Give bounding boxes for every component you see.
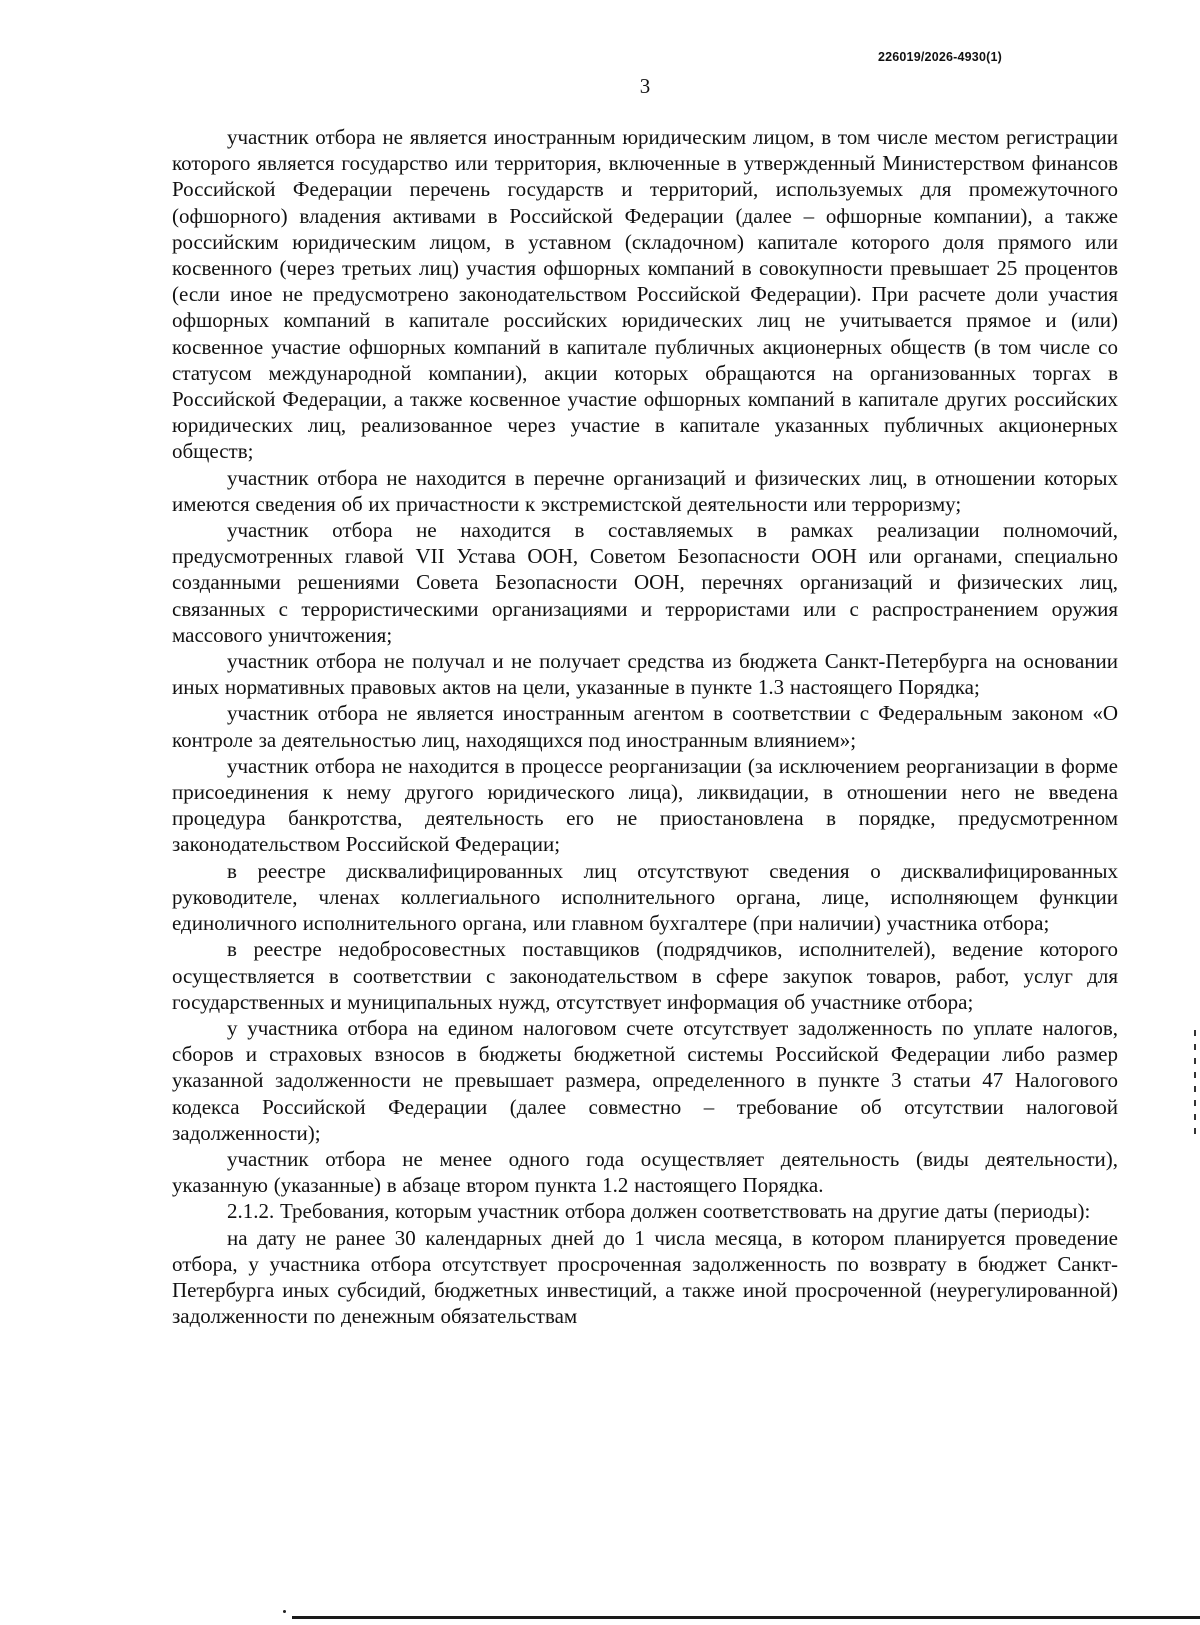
paragraph-un-sanctions-list: участник отбора не находится в составляемых в рамках реализации полномочий, предусмотренных главой VII Устава ООН, Советом Безопасности ООН или органами, специально созданными решениями Совета Безопасности ООН, перечнях организаций и физических лиц, связанных с террористическими организациями и террористами или с распространением оружия массового уничтожения; <box>172 518 1118 647</box>
paragraph-extremism-list: участник отбора не находится в перечне организаций и физических лиц, в отношении которых имеются сведения об их причастности к экстремистской деятельности или терроризму; <box>172 465 1118 516</box>
paragraph-offshore-requirement: участник отбора не является иностранным юридическим лицом, в том числе местом регистрации которого является государство или территория, включенные в утвержденный Министерством финансов Российской Федерации перечень государств и территорий, используемых для промежуточного (офшорного) владения активами в Российской Федерации (далее – офшорные компании), а также российским юридическим лицом, в уставном (складочном) капитале которого доля прямого или косвенного (через третьих лиц) участия офшорных компаний в совокупности превышает 25 процентов (если иное не предусмотрено законодательством Российской Федерации). При расчете доли участия офшорных компаний в капитале российских юридических лиц не учитывается прямое и (или) косвенное участие офшорных компаний в капитале публичных акционерных обществ (в том числе со статусом международной компании), акции которых обращаются на организованных торгах в Российской Федерации, а также косвенное участие офшорных компаний в капитале других российских юридических лиц, реализованное через участие в капитале указанных публичных акционерных обществ; <box>172 125 1118 464</box>
paragraph-activity-duration: участник отбора не менее одного года осуществляет деятельность (виды деятельности), указанную (указанные) в абзаце втором пункта 1.2 настоящего Порядка. <box>172 1146 1118 1198</box>
paragraph-budget-funds: участник отбора не получал и не получает средства из бюджета Санкт-Петербурга на основании иных нормативных правовых актов на цели, указанные в пункте 1.3 настоящего Порядка; <box>172 649 1118 700</box>
paragraph-foreign-agent: участник отбора не является иностранным агентом в соответствии с Федеральным законом «О контроле за деятельностью лиц, находящихся под иностранным влиянием»; <box>172 701 1118 752</box>
scan-edge-mark <box>1194 1030 1196 1140</box>
document-registration-number: 226019/2026-4930(1) <box>877 50 1002 64</box>
document-body <box>172 124 1118 1329</box>
paragraph-overdue-debt: на дату не ранее 30 календарных дней до 1 числа месяца, в котором планируется проведение отбора, у участника отбора отсутствует просроченная задолженность по возврату в бюджет Санкт-Петербурга иных субсидий, бюджетных инвестиций, а также иной просроченной (неурегулированной) задолженности по денежным обязательствам <box>172 1225 1118 1329</box>
paragraph-disqualified-persons: в реестре дисквалифицированных лиц отсутствуют сведения о дисквалифицированных руководителе, членах коллегиального исполнительного органа, лице, исполняющем функции единоличного исполнительного органа, или главном бухгалтере (при наличии) участника отбора; <box>172 858 1118 936</box>
paragraph-section-2-1-2: 2.1.2. Требования, которым участник отбора должен соответствовать на другие даты (периоды): <box>227 1199 1091 1224</box>
paragraph-reorganization: участник отбора не находится в процессе реорганизации (за исключением реорганизации в форме присоединения к нему другого юридического лица), ликвидации, в отношении него не введена процедура банкротства, деятельность его не приостановлена в порядке, предусмотренном законодательством Российской Федерации; <box>172 753 1118 857</box>
paragraph-tax-debt: у участника отбора на едином налоговом счете отсутствует задолженность по уплате налогов, сборов и страховых взносов в бюджеты бюджетной системы Российской Федерации либо размер указанной задолженности не превышает размера, определенного в пункте 3 статьи 47 Налогового кодекса Российской Федерации (далее совместно – требование об отсутствии налоговой задолженности); <box>172 1015 1118 1145</box>
scan-bottom-edge-line <box>292 1616 1200 1619</box>
page-number: 3 <box>639 74 651 98</box>
paragraph-unfair-suppliers: в реестре недобросовестных поставщиков (подрядчиков, исполнителей), ведение которого осуществляется в соответствии с законодательством в сфере закупок товаров, работ, услуг для государственных и муниципальных нужд, отсутствует информация об участнике отбора; <box>172 937 1118 1014</box>
scan-dot-mark <box>283 1610 286 1613</box>
